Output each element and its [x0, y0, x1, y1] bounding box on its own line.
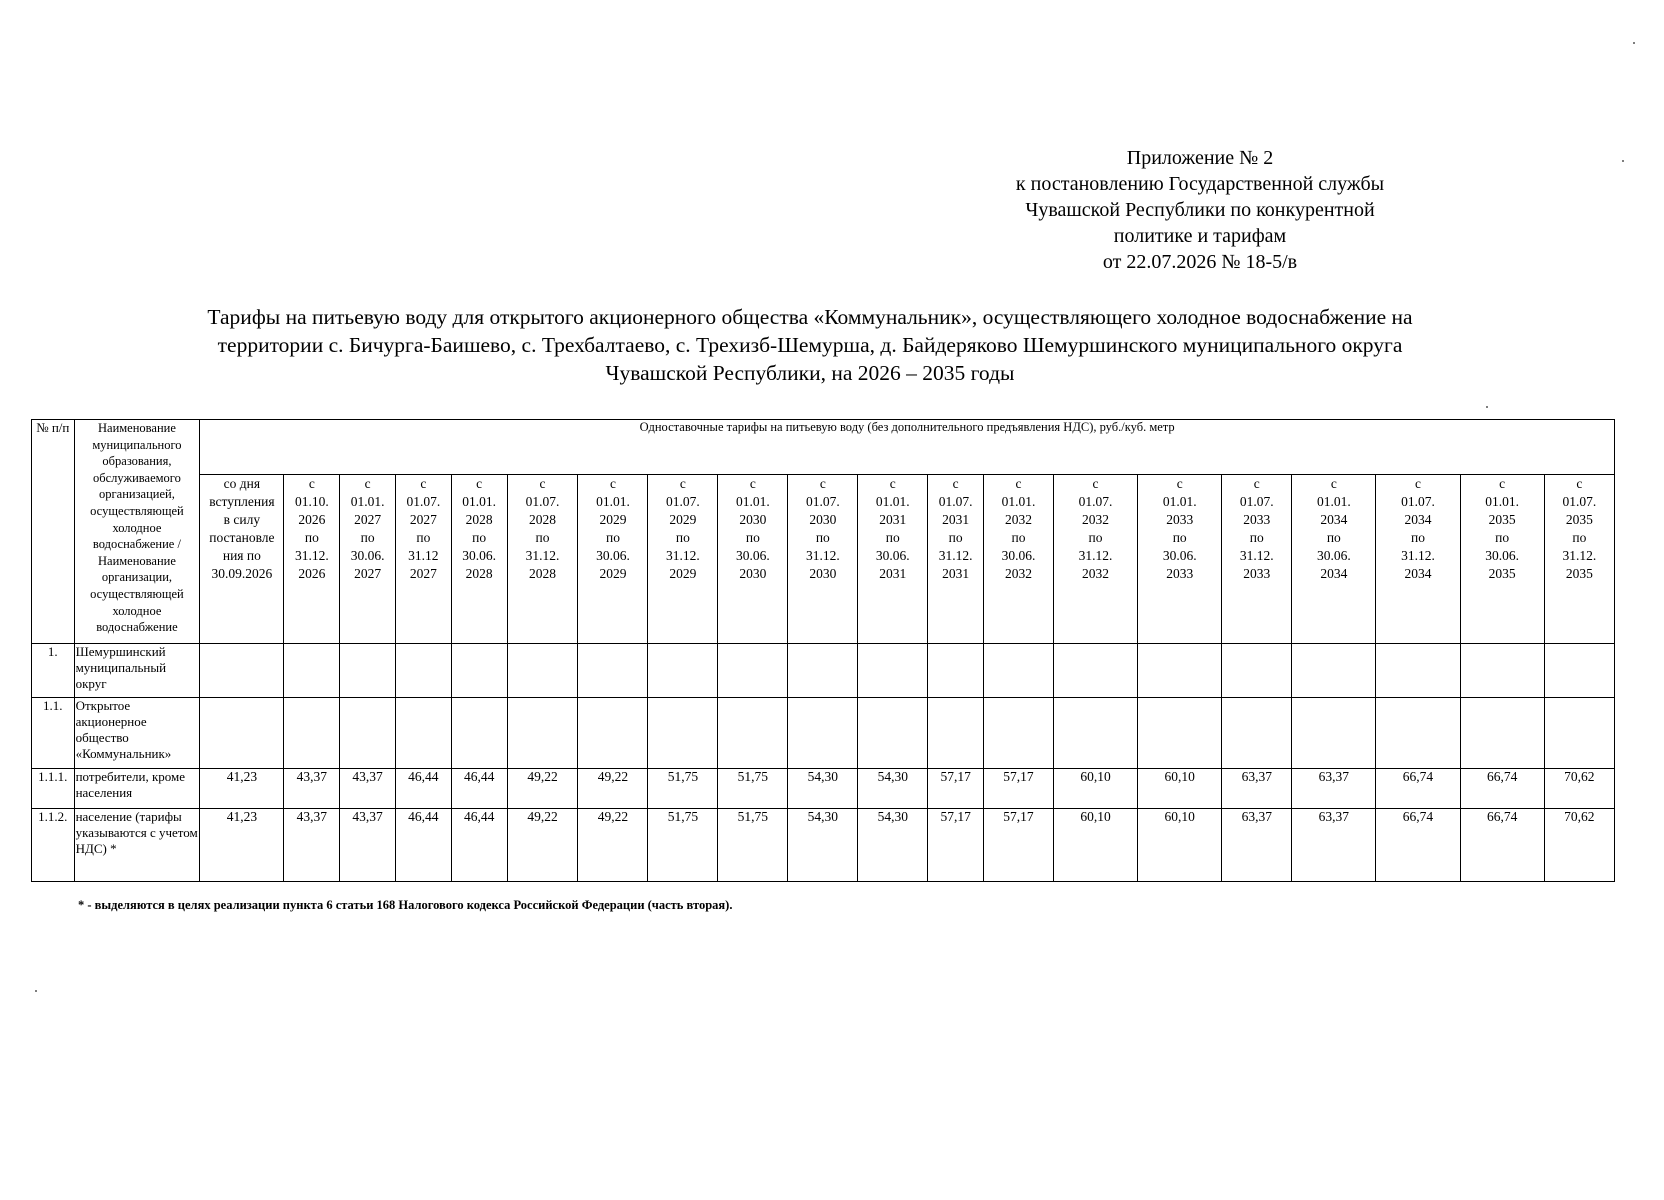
tariff-value — [200, 698, 284, 769]
period-header-line: 2035 — [1488, 566, 1516, 581]
period-header-line: ния по — [222, 548, 261, 563]
period-header-line: 2027 — [409, 512, 437, 527]
scan-speck — [1622, 160, 1624, 162]
period-header-line: 2035 — [1488, 512, 1516, 527]
tariff-value: 60,10 — [1053, 809, 1137, 882]
period-header — [395, 475, 451, 644]
tariff-value — [1222, 644, 1292, 698]
period-header — [1460, 475, 1544, 644]
period-header-line: с — [364, 476, 371, 491]
table-row — [32, 698, 1615, 769]
period-header — [718, 475, 788, 644]
appendix-line: политике и тарифам — [1113, 225, 1287, 247]
period-header-line: 2028 — [529, 512, 556, 527]
tariff-value: 51,75 — [648, 809, 718, 882]
period-header-line: 01.07. — [406, 494, 441, 509]
tariff-value — [395, 644, 451, 698]
row-label: Открытое акционерное общество «Коммунальник» — [74, 698, 200, 769]
title-line: территории с. Бичурга-Баишево, с. Трехбалтаево, с. Трехизб-Шемурша, д. Байдеряково Шемуршинского муниципального округа — [217, 333, 1403, 357]
table-row — [32, 769, 1615, 809]
period-header-line: 31.12. — [294, 548, 329, 563]
row-number: 1.1. — [32, 698, 75, 769]
tariff-value: 66,74 — [1376, 809, 1460, 882]
period-header-line: 2031 — [942, 512, 970, 527]
period-header-line: 30.06. — [875, 548, 910, 563]
period-header-line: 30.06. — [350, 548, 385, 563]
period-header-line: 01.01. — [462, 494, 496, 509]
period-header-line: по — [948, 530, 963, 545]
period-header-line: 2034 — [1320, 512, 1348, 527]
tariff-value — [395, 698, 451, 769]
period-header-line: с — [889, 476, 896, 491]
period-header-line: по — [1326, 530, 1341, 545]
tariff-value — [1544, 644, 1614, 698]
period-header-line: по — [472, 530, 487, 545]
period-header-line: по — [360, 530, 375, 545]
tariff-value: 63,37 — [1222, 769, 1292, 809]
period-header-line: постановле — [209, 530, 275, 545]
period-header-line: 01.01. — [1001, 494, 1036, 509]
tariff-value — [1544, 698, 1614, 769]
period-header-line: 2029 — [599, 566, 627, 581]
period-header-line: по — [1088, 530, 1103, 545]
period-header — [858, 475, 928, 644]
period-header-line: 31.12. — [1562, 548, 1597, 563]
tariff-value: 46,44 — [395, 769, 451, 809]
row-number: 1.1.2. — [32, 809, 75, 882]
period-header-line: 2030 — [739, 566, 767, 581]
period-header-line: 2031 — [942, 566, 970, 581]
tariff-value — [1053, 698, 1137, 769]
period-header — [578, 475, 648, 644]
period-header-line: 2030 — [739, 512, 767, 527]
period-header-line: 31.12. — [666, 548, 700, 563]
row-number: 1.1.1. — [32, 769, 75, 809]
period-header-line: с — [1499, 476, 1506, 491]
period-header-line: 2033 — [1243, 512, 1271, 527]
tariff-value: 46,44 — [451, 769, 507, 809]
period-header-line: с — [1176, 476, 1183, 491]
period-header-line: с — [539, 476, 546, 491]
period-header-line: 31.12. — [1239, 548, 1274, 563]
tariff-value — [858, 644, 928, 698]
period-header-line: по — [535, 530, 550, 545]
tariff-table — [31, 419, 1615, 882]
period-header-line: с — [609, 476, 616, 491]
col-header-tariff-group: Одноставочные тарифы на питьевую воду (без дополнительного предъявления НДС), руб./куб. метр — [200, 420, 1615, 475]
tariff-value — [928, 644, 984, 698]
period-header-line: 2033 — [1243, 566, 1271, 581]
table-row — [32, 809, 1615, 882]
period-header-line: 2026 — [298, 512, 326, 527]
table-row — [32, 644, 1615, 698]
period-header-line: с — [420, 476, 427, 491]
period-header-line: в силу — [223, 512, 261, 527]
period-header-line: 2035 — [1565, 566, 1593, 581]
period-header-line: с — [819, 476, 826, 491]
scan-speck — [35, 990, 37, 992]
tariff-value — [984, 698, 1054, 769]
period-header-line: 2031 — [879, 512, 907, 527]
period-header-line: 30.06. — [1316, 548, 1351, 563]
tariff-value: 66,74 — [1460, 769, 1544, 809]
tariff-value: 43,37 — [340, 769, 396, 809]
table-body — [32, 644, 1615, 882]
period-header-line: 2026 — [298, 566, 326, 581]
period-header-line: 01.07. — [1239, 494, 1274, 509]
period-header-line: 30.09.2026 — [211, 566, 273, 581]
tariff-value — [1138, 644, 1222, 698]
period-header — [928, 475, 984, 644]
period-header — [284, 475, 340, 644]
tariff-value — [578, 644, 648, 698]
footnote: * - выделяются в целях реализации пункта 6 статьи 168 Налогового кодекса Российской Федерации (часть вторая). — [78, 898, 733, 912]
period-header-line: 2028 — [529, 566, 556, 581]
period-header — [648, 475, 718, 644]
appendix-line: к постановлению Государственной службы — [1015, 173, 1385, 195]
tariff-value: 63,37 — [1292, 769, 1376, 809]
period-header-line: 31.12. — [805, 548, 840, 563]
period-header — [340, 475, 396, 644]
tariff-value: 54,30 — [788, 769, 858, 809]
period-header-line: с — [1015, 476, 1022, 491]
period-header-line: с — [952, 476, 959, 491]
period-header-line: по — [885, 530, 900, 545]
tariff-value — [1222, 698, 1292, 769]
period-header-line: 01.07. — [938, 494, 973, 509]
period-header-line: с — [1253, 476, 1260, 491]
period-header-line: 30.06. — [1162, 548, 1197, 563]
tariff-value: 54,30 — [788, 809, 858, 882]
tariff-value: 41,23 — [200, 809, 284, 882]
tariff-value — [1138, 698, 1222, 769]
period-header-line: вступления — [209, 494, 275, 509]
tariff-value — [200, 644, 284, 698]
period-header-line: 2030 — [809, 512, 837, 527]
tariff-value: 57,17 — [984, 769, 1054, 809]
tariff-value — [1460, 698, 1544, 769]
tariff-value: 49,22 — [507, 809, 578, 882]
period-header-line: 2034 — [1404, 512, 1432, 527]
tariff-value: 49,22 — [578, 769, 648, 809]
period-header-line: 30.06. — [1001, 548, 1036, 563]
period-header-line: 31.12. — [1401, 548, 1435, 563]
tariff-value — [718, 644, 788, 698]
tariff-value — [1292, 644, 1376, 698]
tariff-value: 49,22 — [507, 769, 578, 809]
period-header — [451, 475, 507, 644]
period-header — [984, 475, 1054, 644]
period-header-line: с — [476, 476, 483, 491]
period-header-line: 01.07. — [805, 494, 840, 509]
period-header-line: 31.12. — [1078, 548, 1113, 563]
tariff-value — [1460, 644, 1544, 698]
period-header-line: 2029 — [599, 512, 627, 527]
period-header-line: 2032 — [1004, 512, 1032, 527]
document-title — [60, 303, 1560, 387]
appendix-line: Приложение № 2 — [1126, 147, 1274, 169]
tariff-value — [1053, 644, 1137, 698]
period-header-line: 01.01. — [350, 494, 385, 509]
period-header-line: 2029 — [669, 566, 697, 581]
period-header-line: 2027 — [409, 566, 437, 581]
tariff-value — [1376, 644, 1460, 698]
period-header — [1053, 475, 1137, 644]
tariff-value — [284, 698, 340, 769]
period-header-line: с — [1092, 476, 1099, 491]
tariff-value: 60,10 — [1053, 769, 1137, 809]
period-header-line: по — [1572, 530, 1587, 545]
period-header-line: 01.07. — [1078, 494, 1113, 509]
row-label: Шемуршинский муниципальный округ — [74, 644, 200, 698]
period-header-line: 30.06. — [735, 548, 770, 563]
period-header-line: 2032 — [1004, 566, 1032, 581]
period-header-line: 01.07. — [1562, 494, 1597, 509]
header-row-periods — [32, 475, 1615, 644]
appendix-line: Чувашской Республики по конкурентной — [1025, 199, 1375, 221]
period-header-line: по — [1249, 530, 1264, 545]
period-header-line: 2035 — [1565, 512, 1593, 527]
period-header-line: по — [815, 530, 830, 545]
tariff-value — [1376, 698, 1460, 769]
row-number: 1. — [32, 644, 75, 698]
period-header-line: 2032 — [1082, 566, 1110, 581]
appendix-block — [940, 145, 1460, 275]
tariff-value — [451, 644, 507, 698]
tariff-value — [648, 644, 718, 698]
period-header — [200, 475, 284, 644]
period-header-line: по — [1011, 530, 1026, 545]
tariff-value — [648, 698, 718, 769]
period-header-line: 01.01. — [596, 494, 630, 509]
period-header-line: с — [679, 476, 686, 491]
period-header-line: 2031 — [879, 566, 907, 581]
period-header-line: по — [1410, 530, 1425, 545]
period-header-line: 2028 — [465, 512, 493, 527]
period-header-line: 2030 — [809, 566, 837, 581]
tariff-value: 60,10 — [1138, 769, 1222, 809]
period-header-line: 31.12 — [408, 548, 439, 563]
tariff-value: 70,62 — [1544, 809, 1614, 882]
period-header-line: 30.06. — [1485, 548, 1519, 563]
tariff-value: 46,44 — [395, 809, 451, 882]
period-header-line: 01.01. — [875, 494, 910, 509]
tariff-value: 46,44 — [451, 809, 507, 882]
period-header — [1292, 475, 1376, 644]
period-header-line: 2029 — [669, 512, 697, 527]
tariff-value — [1292, 698, 1376, 769]
period-header-line: по — [605, 530, 620, 545]
period-header-line: 2032 — [1082, 512, 1110, 527]
period-header-line: 30.06. — [462, 548, 496, 563]
tariff-value: 63,37 — [1292, 809, 1376, 882]
period-header-line: по — [416, 530, 431, 545]
tariff-value: 63,37 — [1222, 809, 1292, 882]
tariff-value: 54,30 — [858, 809, 928, 882]
scan-speck — [1633, 42, 1635, 44]
period-header-line: 01.01. — [1485, 494, 1519, 509]
tariff-value: 49,22 — [578, 809, 648, 882]
period-header-line: с — [749, 476, 756, 491]
period-header-line: по — [745, 530, 760, 545]
period-header-line: 2033 — [1166, 566, 1194, 581]
period-header-line: 01.10. — [294, 494, 329, 509]
col-header-number: № п/п — [32, 420, 75, 644]
period-header — [1138, 475, 1222, 644]
title-line: Тарифы на питьевую воду для открытого акционерного общества «Коммунальник», осуществляющего холодное водоснабжение на — [207, 305, 1413, 329]
period-header — [507, 475, 578, 644]
tariff-value — [984, 644, 1054, 698]
period-header-line: по — [675, 530, 690, 545]
tariff-value — [284, 644, 340, 698]
scan-speck — [1486, 406, 1488, 408]
period-header-line: 01.01. — [1162, 494, 1197, 509]
tariff-value: 57,17 — [928, 809, 984, 882]
header-row-group — [32, 420, 1615, 475]
period-header-line: с — [1576, 476, 1583, 491]
period-header-line: с — [1330, 476, 1337, 491]
period-header-line: 31.12. — [938, 548, 973, 563]
appendix-line: от 22.07.2026 № 18-5/в — [1102, 251, 1298, 273]
period-header-line: со дня — [223, 476, 261, 491]
tariff-value — [340, 644, 396, 698]
tariff-value — [340, 698, 396, 769]
tariff-value — [928, 698, 984, 769]
tariff-value — [858, 698, 928, 769]
row-label: потребители, кроме населения — [74, 769, 200, 809]
title-line: Чувашской Республики, на 2026 – 2035 годы — [605, 361, 1015, 385]
period-header — [1376, 475, 1460, 644]
tariff-value: 57,17 — [984, 809, 1054, 882]
tariff-value — [451, 698, 507, 769]
tariff-value: 43,37 — [340, 809, 396, 882]
row-label: население (тарифы указываются с учетом НДС) * — [74, 809, 200, 882]
period-header-line: по — [304, 530, 319, 545]
period-header-line: 2034 — [1404, 566, 1432, 581]
tariff-value: 60,10 — [1138, 809, 1222, 882]
tariff-value: 54,30 — [858, 769, 928, 809]
period-header-line: 01.07. — [666, 494, 700, 509]
tariff-value: 66,74 — [1376, 769, 1460, 809]
tariff-value: 41,23 — [200, 769, 284, 809]
tariff-value: 51,75 — [648, 769, 718, 809]
period-header-line: 2034 — [1320, 566, 1348, 581]
period-header-line: с — [308, 476, 315, 491]
tariff-value: 43,37 — [284, 809, 340, 882]
tariff-value — [788, 644, 858, 698]
tariff-value: 66,74 — [1460, 809, 1544, 882]
period-header-line: 2033 — [1166, 512, 1194, 527]
period-header-line: 2028 — [465, 566, 493, 581]
period-header-line: 01.01. — [1316, 494, 1351, 509]
period-header-line: 01.07. — [525, 494, 560, 509]
period-header — [1222, 475, 1292, 644]
col-header-name: Наименование муниципального образования, обслуживаемого организацией, осуществляющей холодное водоснабжение / Наименование организации, осуществляющей холодное водоснабжение — [74, 420, 200, 644]
period-header-line: по — [1172, 530, 1187, 545]
tariff-value: 51,75 — [718, 809, 788, 882]
period-header — [788, 475, 858, 644]
tariff-value: 43,37 — [284, 769, 340, 809]
period-header-line: 2027 — [354, 512, 382, 527]
tariff-value: 51,75 — [718, 769, 788, 809]
period-header — [1544, 475, 1614, 644]
tariff-value — [507, 698, 578, 769]
tariff-value — [788, 698, 858, 769]
period-header-line: 31.12. — [525, 548, 560, 563]
period-header-line: 2027 — [354, 566, 382, 581]
tariff-value: 57,17 — [928, 769, 984, 809]
period-header-line: с — [1414, 476, 1421, 491]
period-header-line: 01.01. — [735, 494, 770, 509]
period-header-line: 30.06. — [596, 548, 630, 563]
tariff-value — [718, 698, 788, 769]
tariff-value — [507, 644, 578, 698]
period-header-line: 01.07. — [1401, 494, 1435, 509]
period-header-line: по — [1495, 530, 1510, 545]
tariff-value — [578, 698, 648, 769]
tariff-value: 70,62 — [1544, 769, 1614, 809]
